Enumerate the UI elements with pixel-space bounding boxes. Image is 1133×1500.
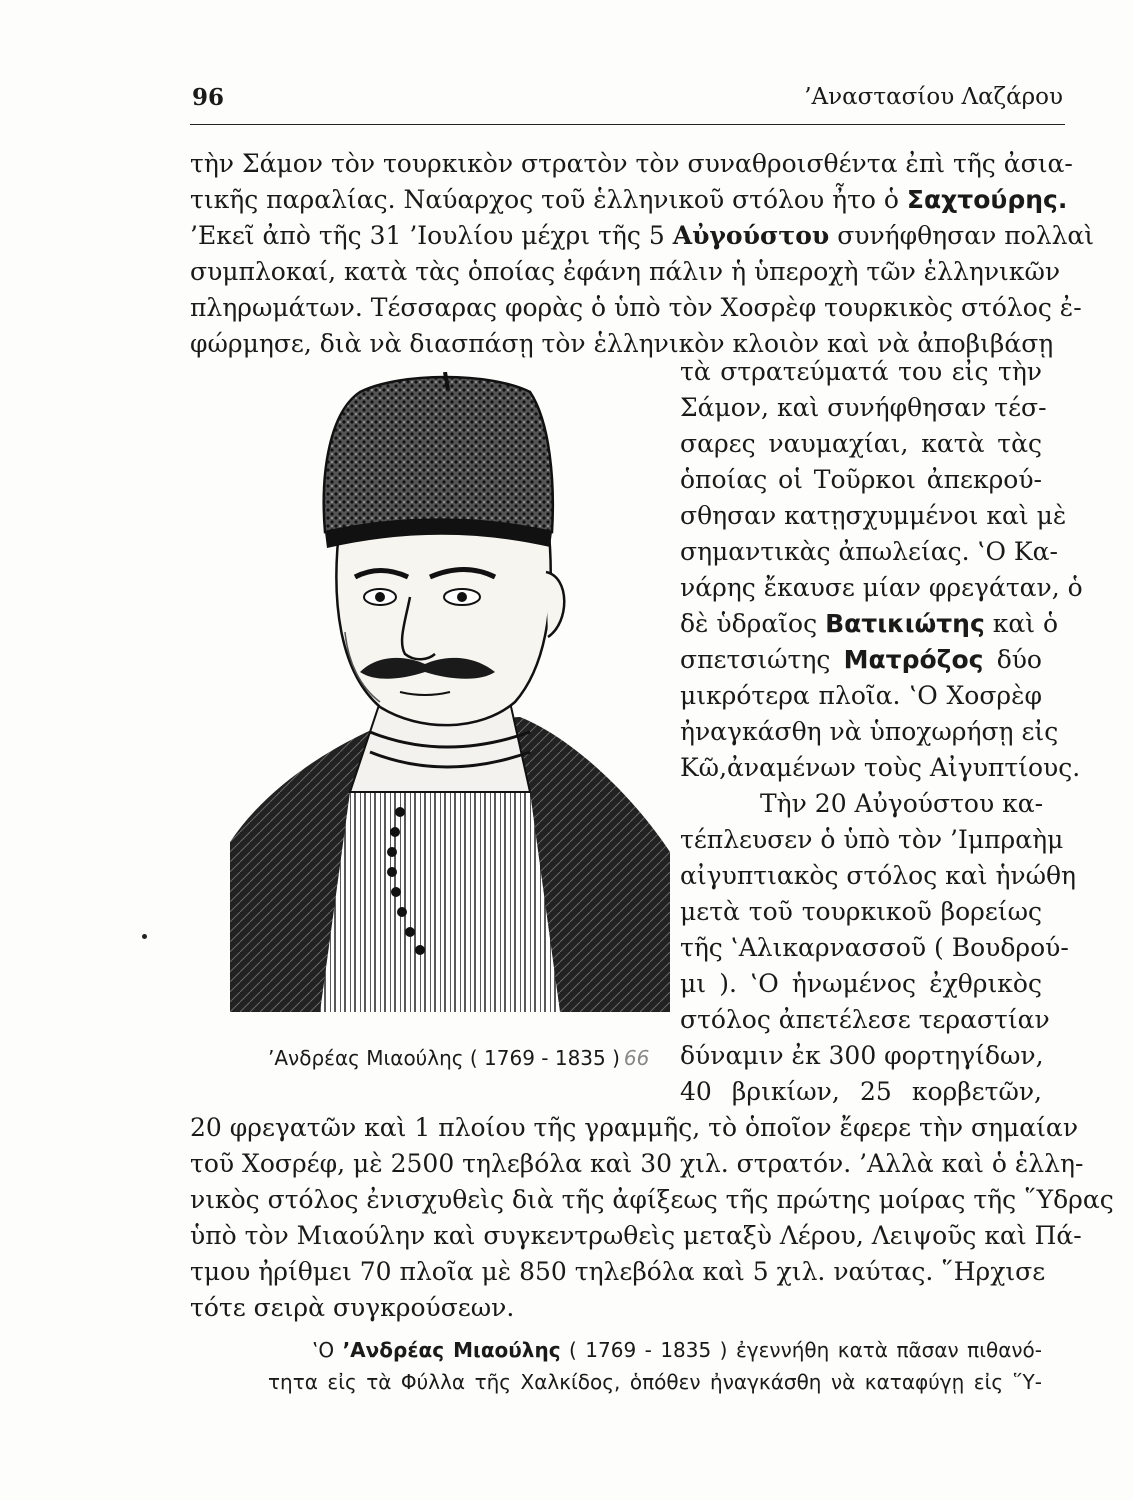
footnote-bold-name: ’Ανδρέας Μιαούλης	[342, 1338, 561, 1362]
body-line: νάρης ἔκαυσε μίαν φρεγάταν, ὁ	[680, 573, 1083, 602]
page-number: 96	[192, 84, 225, 111]
body-line	[190, 182, 1068, 218]
fez-hat	[324, 377, 553, 532]
body-text: τικῆς παραλίας. Ναύαρχος τοῦ ἑλληνικοῦ στόλου ἦτο ὁ	[190, 185, 899, 214]
body-line: νικὸς στόλος ἐνισχυθεὶς διὰ τῆς ἀφίξεως τῆς πρώτης μοίρας τῆς ῞Υδρας	[190, 1185, 1114, 1214]
body-line	[680, 606, 1059, 642]
body-line: ἠναγκάσθη νὰ ὑποχωρήσῃ εἰς	[680, 717, 1059, 746]
running-head: ’Αναστασίου Λαζάρου	[804, 84, 1063, 110]
body-line: ὁποίας οἱ Τοῦρκοι ἀπεκρού-	[680, 465, 1042, 494]
body-line: Κῶ,ἀναμένων τοὺς Αἰγυπτίους.	[680, 753, 1081, 782]
body-line: τὰ στρατεύματά του εἰς τὴν	[680, 357, 1042, 386]
body-line: δύναμιν ἐκ 300 φορτηγίδων,	[680, 1041, 1044, 1070]
body-line: σθησαν κατῃσχυμμένοι καὶ μὲ	[680, 501, 1067, 530]
body-line: στόλος ἀπετέλεσε τεραστίαν	[680, 1005, 1050, 1034]
body-line: αἰγυπτιακὸς στόλος καὶ ἡνώθη	[680, 861, 1077, 890]
portrait-illustration	[230, 372, 670, 1012]
body-line: μικρότερα πλοῖα. ‛Ο Χοσρὲφ	[680, 681, 1042, 710]
body-line: μι ). ‛Ο ἡνωμένος ἐχθρικὸς	[680, 969, 1042, 998]
body-line: πληρωμάτων. Τέσσαρας φορὰς ὁ ὑπὸ τὸν Χοσρὲφ τουρκικὸς στόλος ἐ-	[190, 293, 1082, 322]
body-line: Σάμον, καὶ συνήφθησαν τέσ-	[680, 393, 1047, 422]
bold-name-matrozos: Ματρόζος	[843, 645, 984, 674]
body-line: τμου ἠρίθμει 70 πλοῖα μὲ 850 τηλεβόλα καὶ 5 χιλ. ναύτας. ῞Ηρχισε	[190, 1257, 1046, 1286]
body-line: τότε σειρὰ συγκρούσεων.	[190, 1293, 515, 1322]
pencil-mark: 66	[623, 1046, 650, 1070]
body-line	[680, 642, 1042, 678]
footnote-text: ( 1769 - 1835 ) ἐγεννήθη κατὰ πᾶσαν πιθανό-	[569, 1338, 1043, 1362]
caption-text: ’Ανδρέας Μιαούλης ( 1769 - 1835 )	[268, 1046, 620, 1070]
footnote-line: τητα εἰς τὰ Φύλλα τῆς Χαλκίδος, ὁπόθεν ἠναγκάσθη νὰ καταφύγῃ εἰς ῞Υ-	[268, 1370, 1042, 1394]
header-rule	[190, 124, 1065, 125]
face-shape	[336, 522, 550, 725]
body-line: μετὰ τοῦ τουρκικοῦ βορείως	[680, 897, 1042, 926]
body-line: 20 φρεγατῶν καὶ 1 πλοίου τῆς γραμμῆς, τὸ ὁποῖον ἔφερε τὴν σημαίαν	[190, 1113, 1079, 1142]
body-text: ’Εκεῖ ἀπὸ τῆς 31 ’Ιουλίου μέχρι τῆς 5	[190, 221, 665, 250]
vest-shape	[320, 792, 560, 1012]
bold-name-sachtouris: Σαχτούρης.	[906, 185, 1068, 214]
body-text: καὶ ὁ	[992, 609, 1059, 638]
body-line: φώρμησε, διὰ νὰ διασπάσῃ τὸν ἑλληνικὸν κλοιὸν καὶ νὰ ἀποβιβάσῃ	[190, 329, 1054, 358]
body-line: τῆς ‛Αλικαρνασσοῦ ( Βουδρού-	[680, 933, 1069, 962]
body-text: δύο	[996, 645, 1042, 674]
body-text: σπετσιώτης	[680, 645, 831, 674]
figure-caption	[268, 1046, 649, 1070]
scan-speck	[142, 934, 147, 939]
bold-text: Αὐγούστου	[672, 221, 830, 250]
body-text: δὲ ὑδραῖος	[680, 609, 818, 638]
body-line: τὴν Σάμον τὸν τουρκικὸν στρατὸν τὸν συναθροισθέντα ἐπὶ τῆς ἀσια-	[190, 149, 1073, 178]
footnote-text: ‛Ο	[312, 1338, 335, 1362]
body-text: συνήφθησαν πολλαὶ	[837, 221, 1095, 250]
body-line: συμπλοκαί, κατὰ τὰς ὁποίας ἐφάνη πάλιν ἡ ὑπεροχὴ τῶν ἑλληνικῶν	[190, 257, 1061, 286]
footnote-line	[312, 1334, 1042, 1366]
bold-name-vatikiotis: Βατικιώτης	[825, 609, 985, 638]
body-line: σημαντικὰς ἀπωλείας. ‛Ο Κα-	[680, 537, 1058, 566]
body-line	[190, 218, 1095, 254]
body-line: Τὴν 20 Αὐγούστου κα-	[760, 789, 1044, 818]
body-line: σαρες ναυμαχίαι, κατὰ τὰς	[680, 429, 1042, 458]
body-line: ὑπὸ τὸν Μιαούλην καὶ συγκεντρωθεὶς μεταξὺ Λέρου, Λειψοῦς καὶ Πά-	[190, 1221, 1082, 1250]
body-line: τέπλευσεν ὁ ὑπὸ τὸν ’Ιμπραὴμ	[680, 825, 1064, 854]
body-line: 40 βρικίων, 25 κορβετῶν,	[680, 1077, 1042, 1106]
body-line: τοῦ Χοσρέφ, μὲ 2500 τηλεβόλα καὶ 30 χιλ. στρατόν. ’Αλλὰ καὶ ὁ ἑλλη-	[190, 1149, 1084, 1178]
